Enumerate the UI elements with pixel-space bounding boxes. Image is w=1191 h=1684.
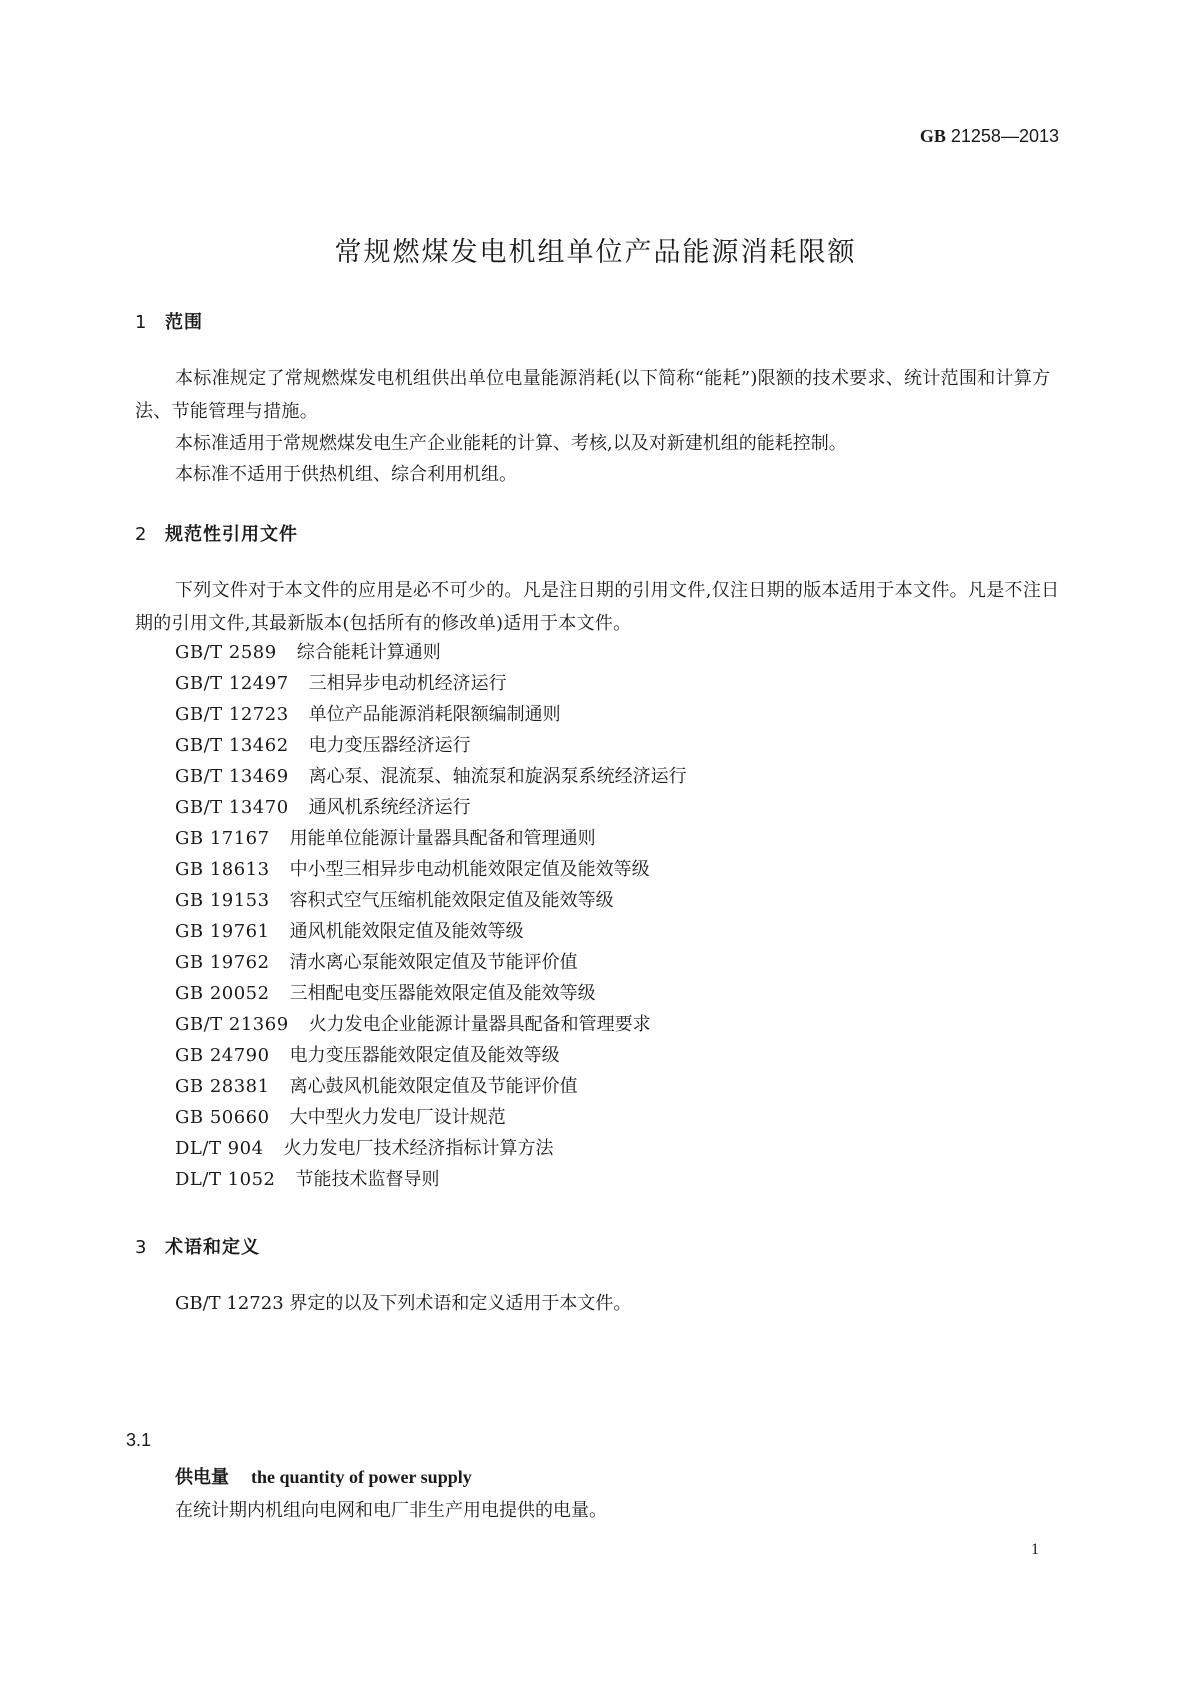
section-1-heading [135, 308, 203, 334]
reference-title: 电力变压器经济运行 [308, 735, 471, 756]
term-chinese: 供电量 [175, 1467, 229, 1488]
reference-code: GB/T 13469 [175, 766, 289, 787]
reference-code: GB 19153 [175, 890, 270, 911]
reference-code: GB/T 21369 [175, 1014, 289, 1035]
scope-paragraph-3: 本标准不适用于供热机组、综合利用机组。 [175, 464, 517, 485]
standard-number [920, 126, 1059, 147]
reference-title: 电力变压器能效限定值及能效等级 [289, 1045, 560, 1066]
reference-title: 大中型火力发电厂设计规范 [289, 1107, 506, 1128]
reference-item [175, 855, 650, 881]
reference-code: GB/T 12723 [175, 704, 289, 725]
reference-code: DL/T 904 [175, 1138, 264, 1159]
reference-code: GB 20052 [175, 983, 270, 1004]
reference-title: 火力发电企业能源计量器具配备和管理要求 [308, 1014, 651, 1035]
reference-title: 综合能耗计算通则 [296, 642, 441, 663]
reference-title: 三相异步电动机经济运行 [308, 673, 507, 694]
section-3-heading [135, 1233, 260, 1259]
reference-code: GB 24790 [175, 1045, 270, 1066]
reference-item [175, 1165, 440, 1191]
section-title: 范围 [165, 312, 203, 333]
scope-paragraph-2: 本标准适用于常规燃煤发电生产企业能耗的计算、考核,以及对新建机组的能耗控制。 [175, 433, 847, 454]
references-intro: 下列文件对于本文件的应用是必不可少的。凡是注日期的引用文件,仅注日期的版本适用于本文件。凡是不注日期的引用文件,其最新版本(包括所有的修改单)适用于本文件。 [135, 580, 1060, 634]
reference-code: GB/T 2589 [175, 642, 277, 663]
reference-item [175, 1134, 554, 1160]
reference-item [175, 638, 441, 664]
term-entry [175, 1463, 472, 1489]
reference-item [175, 669, 507, 695]
reference-title: 通风机能效限定值及能效等级 [289, 921, 524, 942]
reference-title: 三相配电变压器能效限定值及能效等级 [289, 983, 596, 1004]
reference-item [175, 979, 596, 1005]
section-title: 规范性引用文件 [165, 524, 298, 545]
standard-code: 21258—2013 [950, 126, 1059, 146]
document-title: 常规燃煤发电机组单位产品能源消耗限额 [334, 237, 857, 268]
reference-title: 用能单位能源计量器具配备和管理通则 [289, 828, 596, 849]
reference-item [175, 1010, 651, 1036]
standard-prefix: GB [919, 126, 946, 146]
reference-item [175, 948, 578, 974]
reference-code: GB/T 13462 [175, 735, 289, 756]
reference-title: 通风机系统经济运行 [308, 797, 471, 818]
reference-item [175, 1041, 560, 1067]
reference-item [175, 824, 596, 850]
section-number: 1 [135, 312, 147, 333]
reference-item [175, 886, 614, 912]
reference-item [175, 793, 471, 819]
reference-code: GB 19761 [175, 921, 270, 942]
page-number: 1 [1031, 1541, 1039, 1558]
term-definition: 在统计期内机组向电网和电厂非生产用电提供的电量。 [175, 1500, 607, 1521]
reference-title: 节能技术监督导则 [295, 1169, 440, 1190]
reference-code: GB 18613 [175, 859, 270, 880]
section-title: 术语和定义 [165, 1237, 260, 1258]
reference-title: 清水离心泵能效限定值及节能评价值 [289, 952, 578, 973]
terms-intro: GB/T 12723 界定的以及下列术语和定义适用于本文件。 [175, 1293, 632, 1314]
reference-item [175, 917, 524, 943]
reference-item [175, 762, 687, 788]
reference-code: GB 28381 [175, 1076, 270, 1097]
reference-title: 容积式空气压缩机能效限定值及能效等级 [289, 890, 614, 911]
section-number: 2 [135, 524, 147, 545]
reference-item [175, 700, 561, 726]
reference-code: GB/T 13470 [175, 797, 289, 818]
reference-item [175, 731, 471, 757]
reference-code: GB 17167 [175, 828, 270, 849]
reference-code: GB 19762 [175, 952, 270, 973]
reference-title: 中小型三相异步电动机能效限定值及能效等级 [289, 859, 650, 880]
section-number: 3 [135, 1237, 147, 1258]
reference-item [175, 1103, 506, 1129]
reference-title: 离心鼓风机能效限定值及节能评价值 [289, 1076, 578, 1097]
reference-title: 单位产品能源消耗限额编制通则 [308, 704, 561, 725]
term-number: 3.1 [126, 1430, 152, 1450]
reference-code: GB/T 12497 [175, 673, 289, 694]
scope-paragraph-1: 本标准规定了常规燃煤发电机组供出单位电量能源消耗(以下简称“能耗”)限额的技术要求、统计范围和计算方法、节能管理与措施。 [135, 368, 1051, 422]
reference-title: 火力发电厂技术经济指标计算方法 [283, 1138, 554, 1159]
reference-code: GB 50660 [175, 1107, 270, 1128]
reference-title: 离心泵、混流泵、轴流泵和旋涡泵系统经济运行 [308, 766, 687, 787]
section-2-heading [135, 520, 298, 546]
term-english: the quantity of power supply [251, 1467, 472, 1487]
reference-code: DL/T 1052 [175, 1169, 276, 1190]
reference-item [175, 1072, 578, 1098]
